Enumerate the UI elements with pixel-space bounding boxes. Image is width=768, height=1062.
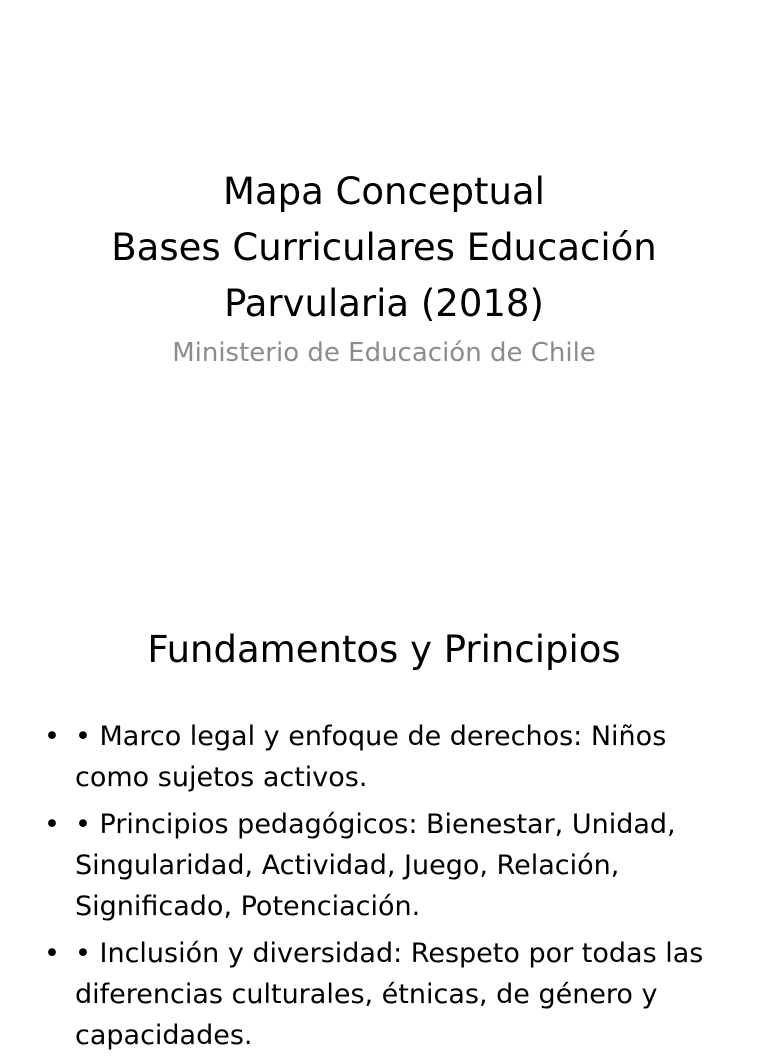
title-line-2: Bases Curriculares Educación — [111, 226, 657, 269]
bullet-list — [0, 716, 768, 1062]
document-title — [0, 164, 768, 332]
list-item-text-line-2: diferencias culturales, étnicas, de género y — [75, 979, 658, 1010]
bullet-marker: • — [44, 809, 60, 840]
list-item-text-line-3: capacidades. — [75, 1020, 253, 1051]
list-item-text-line-1: • Principios pedagógicos: Bienestar, Unidad, — [75, 809, 676, 840]
list-item-text-line-2: como sujetos activos. — [75, 762, 368, 793]
list-item — [0, 933, 768, 1056]
list-item — [0, 716, 768, 798]
title-line-1: Mapa Conceptual — [223, 170, 545, 213]
list-item-text-line-2: Singularidad, Actividad, Juego, Relación, — [75, 850, 620, 881]
title-line-3: Parvularia (2018) — [224, 282, 544, 325]
bullet-marker: • — [44, 721, 60, 752]
list-item-text-line-3: Significado, Potenciación. — [75, 891, 421, 922]
list-item — [0, 804, 768, 927]
section-heading: Fundamentos y Principios — [147, 628, 621, 671]
list-item-text-line-1: • Inclusión y diversidad: Respeto por todas las — [75, 938, 704, 969]
document-subtitle: Ministerio de Educación de Chile — [172, 338, 596, 368]
list-item-text-line-1: • Marco legal y enfoque de derechos: Niños — [75, 721, 667, 752]
bullet-marker: • — [44, 938, 60, 969]
